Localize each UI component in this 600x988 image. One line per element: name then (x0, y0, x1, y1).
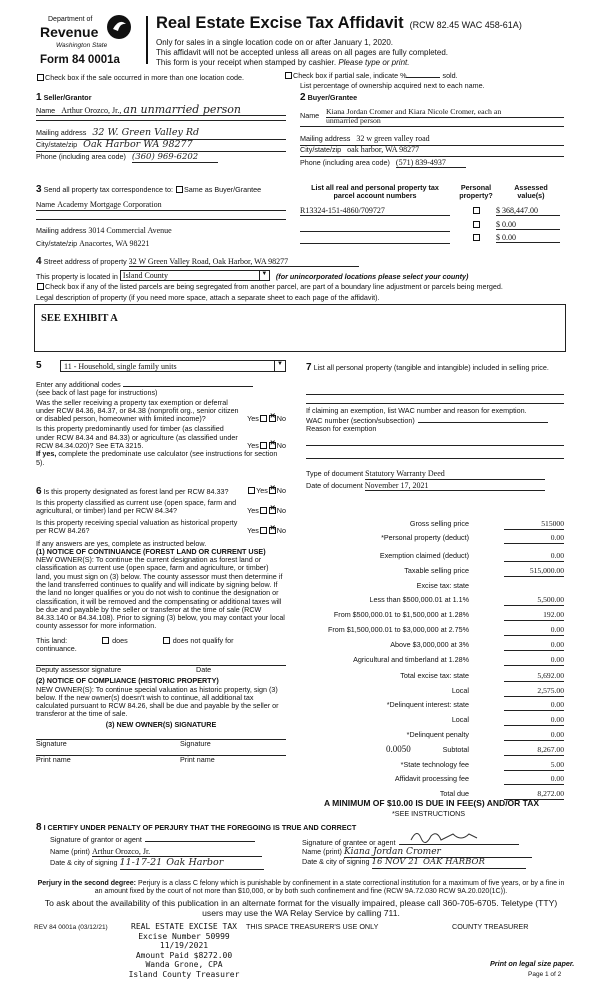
buyer-city-field[interactable] (300, 145, 564, 157)
page-number: Page 1 of 2 (528, 971, 562, 978)
grantor-city-value: Oak Harbor (166, 857, 224, 868)
correspondence-label: Send all property tax correspondence to: (43, 185, 174, 194)
alternate-format-note: To ask about the availability of this publication in an alternate format for the visually impaired, please call 360-705-6705. Teletype (TTY) users may use the WA Relay Service by calling 711. (44, 898, 558, 918)
timber-question (36, 425, 286, 450)
calc-row-label: *Personal property (deduct) (381, 533, 469, 542)
segregated-check[interactable] (36, 283, 503, 291)
calc-row-label: *Delinquent penalty (406, 730, 469, 739)
certify-heading (36, 822, 356, 834)
current-use-yes-checkbox[interactable] (260, 507, 267, 514)
additional-codes-label: Enter any additional codes (36, 380, 121, 389)
seller-heading-label: Seller/Grantor (43, 93, 92, 102)
legal-desc-box[interactable] (34, 304, 566, 352)
same-as-buyer-checkbox[interactable] (176, 186, 183, 193)
treasurer-use-label: THIS SPACE TREASURER'S USE ONLY (246, 922, 379, 931)
calc-row-label: *Delinquent interest: state (386, 700, 469, 709)
grantor-date-row[interactable] (50, 858, 300, 870)
grantee-date-row[interactable] (302, 858, 564, 870)
grantee-sig-row[interactable] (302, 836, 564, 847)
buyer-city-value: oak harbor, WA 98277 (347, 145, 420, 154)
deputy-signature-line[interactable] (36, 665, 286, 675)
logo-dept: Department of (48, 16, 93, 23)
yes-label: Yes (247, 440, 259, 450)
calc-row-label: *State technology fee (400, 760, 469, 769)
subtitle-line2: This affidavit will not be accepted unless all areas on all pages are fully completed. (156, 48, 449, 57)
wac-label: WAC number (section/subsection) (306, 415, 415, 425)
seller-city-field[interactable] (36, 140, 286, 152)
exemption-question-text: Was the seller receiving a property tax exemption or deferral under RCW 84.36, 84.37, or 84.38 (nonprofit org., senior citizen or disabled person, homeowner with limited income)? (36, 397, 239, 424)
calc-row-label: Total due (439, 789, 469, 798)
parcel-row-1-personal-checkbox[interactable] (473, 207, 480, 214)
correspondence-section (36, 184, 288, 248)
historic-yes-no (247, 527, 286, 535)
seller-name-handwritten: an unmarried person (123, 103, 241, 116)
calc-row-value[interactable]: 0.00 (504, 534, 564, 544)
county-row (36, 270, 468, 281)
grantor-name-label: Name (print) (50, 847, 90, 856)
form-rcw: (RCW 82.45 WAC 458-61A) (409, 20, 522, 30)
section-4-number: 4 (36, 256, 42, 267)
calc-row (306, 672, 564, 683)
no-label: No (276, 505, 286, 515)
section-6 (36, 486, 286, 765)
corr-city-label: City/state/zip (36, 239, 78, 248)
local-rate (386, 744, 411, 754)
personal-property-heading (306, 362, 564, 374)
calc-row (306, 761, 564, 772)
calc-row (306, 552, 564, 563)
partial-sale-checkbox[interactable] (285, 72, 292, 79)
owner-signature-row[interactable] (36, 739, 286, 749)
doc-type-label: Type of document (306, 469, 364, 479)
see-instructions: *SEE INSTRUCTIONS (392, 809, 466, 818)
corr-mail-label: Mailing address (36, 226, 87, 235)
form-title-block (156, 14, 522, 33)
additional-codes-field[interactable] (123, 386, 253, 387)
buyer-name-label: Name (300, 111, 320, 120)
new-owner-sig-heading: (3) NEW OWNER(S) SIGNATURE (105, 719, 217, 729)
cashier-stamp (126, 922, 242, 979)
calc-row (306, 582, 564, 593)
calc-row-value[interactable]: 0.00 (504, 775, 564, 785)
local-rate-value: 0.0050 (386, 744, 411, 754)
current-use-question (36, 499, 286, 516)
historic-question (36, 519, 286, 536)
reason-line-1[interactable] (306, 445, 564, 446)
same-as-buyer-label: Same as Buyer/Grantee (184, 185, 262, 194)
deputy-label: Deputy assessor signature (36, 665, 122, 675)
located-label: This property is located in (36, 272, 118, 281)
exemption-note: If claiming an exemption, list WAC number and reason for exemption. (306, 405, 527, 415)
logo-revenue: Revenue (40, 24, 99, 40)
seller-phone-field[interactable] (36, 153, 286, 164)
parcel-row-2-personal-checkbox[interactable] (473, 221, 480, 228)
forest-yes-no (247, 487, 286, 495)
stamp-line-4: Amount Paid $8272.00 (135, 950, 233, 960)
forest-no-checkbox[interactable] (269, 487, 276, 494)
subtitle-type-print: Please type or print. (338, 58, 410, 67)
deputy-date-label: Date (196, 665, 212, 675)
personal-property-label: List all personal property (tangible and intangible) included in selling price. (313, 363, 549, 372)
section-3-number: 3 (36, 184, 42, 195)
swirl-logo-icon (106, 14, 132, 40)
grantor-name-value: Arthur Orozco, Jr. (92, 847, 262, 857)
exemption-yes-no (247, 415, 286, 423)
notice-continuance-text: NEW OWNER(S): To continue the current designation as forest land or classification as current use (open space, farm and agriculture, or timber) land, you must sign on (3) below. The county assessor must then determine if the land transferred continues to qualify and will indicate by signing below. If the land no longer qualifies or you do not wish to continue the designation or classification, it will be removed and the compensating or additional taxes will be due and payable by the seller or transferor at the time of sale (RCW 84.33.140 or 84.34.108). Prior to signing (3) below, you may contact your local county assessor for more information. (36, 555, 285, 631)
continuance-label: continuance. (36, 644, 77, 653)
historic-question-text: Is this property receiving special valuation as historical property per RCW 84.26? (36, 518, 238, 536)
stamp-line-2: Excise Number 50999 (138, 931, 230, 941)
parcel-row-3-personal-checkbox[interactable] (473, 234, 480, 241)
calc-row-label: Excise tax: state (416, 581, 469, 590)
header-divider (146, 16, 148, 64)
current-use-yes-no (247, 507, 286, 515)
calc-row (306, 567, 564, 578)
owner-printname-row[interactable] (36, 755, 286, 765)
buyer-phone-label: Phone (including area code) (300, 158, 390, 167)
forest-question (36, 486, 286, 498)
corr-line-2 (36, 219, 286, 220)
no-label: No (276, 440, 286, 450)
calc-row-value[interactable]: 192.00 (504, 611, 564, 621)
exemption-question (36, 399, 286, 424)
grantee-signature-block (302, 836, 564, 870)
calc-row-value[interactable]: 0.00 (504, 656, 564, 666)
parcel-row-2-acct[interactable] (300, 222, 450, 232)
wac-field[interactable] (418, 422, 548, 423)
stamp-line-3: 11/19/2021 (159, 941, 209, 950)
grantor-date-label: Date & city of signing (50, 858, 118, 867)
calc-row (306, 626, 564, 637)
seller-section (36, 92, 288, 162)
corr-city-value: Anacortes, WA 98221 (79, 239, 150, 248)
subtitle-receipt: This form is your receipt when stamped by cashier. (156, 58, 337, 67)
if-yes-bold: If yes, (36, 449, 57, 459)
calc-row-value[interactable]: 5.00 (504, 761, 564, 771)
county-select[interactable] (120, 270, 270, 281)
calc-row-value[interactable]: 8,267.00 (504, 746, 564, 756)
calc-row (306, 775, 564, 786)
chevron-down-icon[interactable]: ▼ (274, 361, 285, 371)
owner-print-label-2: Print name (180, 754, 215, 764)
current-use-question-text: Is this property classified as current use (open space, farm and agricultural, or timber) land per RCW 84.34? (36, 497, 237, 515)
buyer-name-field[interactable] (300, 108, 564, 124)
corr-name-label: Name (36, 200, 56, 209)
use-code-select[interactable] (60, 360, 286, 372)
seller-name-label: Name (36, 106, 56, 115)
section-8-number: 8 (36, 822, 42, 833)
no-label: No (276, 486, 286, 495)
section-5-number: 5 (36, 360, 42, 371)
calc-row (306, 716, 564, 727)
buyer-heading-label: Buyer/Grantee (307, 93, 358, 102)
this-land-label: This land: (36, 635, 68, 645)
does-label: does (112, 635, 128, 645)
exemption-yes-checkbox[interactable] (260, 415, 267, 422)
revision-label: REV 84 0001a (03/12/21) (34, 924, 108, 931)
dor-logo (40, 10, 140, 70)
grantor-sig-field[interactable] (145, 841, 255, 842)
street-address-field[interactable] (36, 256, 564, 268)
seller-name-typed: Arthur Orozco, Jr., (61, 106, 122, 115)
calc-row (306, 687, 564, 698)
personal-property-line-1[interactable] (306, 394, 564, 395)
section-6-number: 6 (36, 486, 42, 497)
calc-row-label: Agricultural and timberland at 1.28% (353, 655, 469, 664)
reason-line-2[interactable] (306, 458, 564, 459)
perjury-note (36, 880, 566, 896)
calc-row-value[interactable]: 515000 (504, 520, 564, 530)
form-number: Form 84 0001a (40, 54, 120, 66)
does-not-label: does not qualify for (172, 635, 234, 645)
owner-print-label-1: Print name (36, 754, 71, 764)
partial-sale-check[interactable] (284, 72, 458, 80)
calc-row (306, 641, 564, 652)
calc-row-value[interactable]: 0.00 (504, 641, 564, 651)
legal-size-note: Print on legal size paper. (490, 959, 575, 968)
grantor-sig-row[interactable] (50, 836, 300, 847)
reason-row[interactable] (306, 425, 564, 433)
seller-heading (36, 92, 288, 104)
parcel-row-1-acct[interactable]: R13324-151-4860/709727 (300, 206, 450, 216)
calc-row (306, 746, 564, 757)
reason-label: Reason for exemption (306, 424, 377, 434)
buyer-phone-field[interactable] (300, 158, 564, 169)
grantee-sig-field[interactable] (399, 836, 519, 845)
corr-mail-value: 3014 Commercial Avenue (88, 226, 172, 235)
form-title: Real Estate Excise Tax Affidavit (156, 14, 404, 32)
buyer-extra-line (300, 126, 564, 127)
grantee-city-value: OAK HARBOR (422, 857, 485, 867)
calc-row (306, 656, 564, 667)
certify-text: I CERTIFY UNDER PENALTY OF PERJURY THAT THE FOREGOING IS TRUE AND CORRECT (43, 823, 357, 832)
multi-location-checkbox[interactable] (37, 74, 44, 81)
subtitle-line1: Only for sales in a single location code on or after January 1, 2020. (156, 38, 394, 47)
segregated-label: Check box if any of the listed parcels are being segregated from another parcel, are part of a boundary line adjustment or parcels being merged. (45, 282, 503, 291)
corr-city-field[interactable] (36, 239, 286, 248)
historic-yes-checkbox[interactable] (260, 527, 267, 534)
buyer-name-typed: Kiana Jordan Cromer and Kiara Nicole Cromer, each an (326, 108, 564, 118)
no-label: No (276, 414, 286, 424)
doc-date-label: Date of document (306, 480, 363, 490)
timber-no-checkbox[interactable] (269, 442, 276, 449)
perjury-head: Perjury in the second degree: (37, 880, 137, 887)
yes-label: Yes (247, 414, 259, 424)
calc-row-value[interactable]: 5,692.00 (504, 672, 564, 682)
section-1-number: 1 (36, 92, 42, 103)
calc-row-label: Above $3,000,000 at 3% (390, 640, 469, 649)
owner-sig-label-2: Signature (180, 738, 211, 748)
partial-sale-label: Check box if partial sale, indicate % (293, 71, 407, 80)
grantor-date-value: 11-17-21 (119, 857, 163, 868)
calc-row-label: Gross selling price (409, 519, 469, 528)
stamp-line-1: REAL ESTATE EXCISE TAX (131, 922, 237, 931)
partial-pct-field[interactable] (406, 77, 440, 78)
chevron-down-icon[interactable]: ▼ (259, 271, 269, 280)
use-code-value: 11 - Household, single family units (64, 362, 177, 371)
calc-row-label: Local (451, 715, 469, 724)
uninc-note: (for unincorporated locations please select your county) (275, 272, 469, 281)
notice-continuance-heading: (1) NOTICE OF CONTINUANCE (FOREST LAND OR CURRENT USE) (36, 546, 266, 556)
parcel-row-3-value[interactable]: $ 0.00 (496, 233, 560, 243)
calc-row-label: Taxable selling price (404, 566, 469, 575)
forest-question-text: Is this property designated as forest land per RCW 84.33? (43, 487, 229, 496)
historic-no-checkbox[interactable] (269, 527, 276, 534)
section-7-number: 7 (306, 362, 312, 373)
buyer-name-typed-line2: unmarried person (326, 116, 381, 125)
corr-line (36, 210, 286, 211)
grantee-name-value: Kiana Jordan Cromer (344, 847, 532, 858)
yes-label: Yes (247, 505, 259, 515)
grantee-name-label: Name (print) (302, 847, 342, 856)
corr-name-value: Academy Mortgage Corporation (57, 200, 162, 209)
forest-yes-checkbox[interactable] (248, 487, 255, 494)
street-label: Street address of property (43, 257, 127, 266)
seller-city-label: City/state/zip (36, 140, 78, 149)
signature-scribble-icon (409, 828, 479, 844)
if-yes-note (36, 450, 286, 467)
section-5-body (36, 381, 286, 467)
calc-row-label: From $1,500,000.01 to $3,000,000 at 2.75% (327, 625, 469, 634)
corr-name-field[interactable] (36, 200, 286, 209)
buyer-mail-label: Mailing address (300, 134, 351, 143)
doc-type-row[interactable] (306, 469, 564, 479)
corr-mail-field[interactable] (36, 226, 286, 235)
if-any-note: If any answers are yes, complete as instructed below. (36, 538, 207, 548)
personal-property-line-2[interactable] (306, 403, 564, 404)
calc-row-value[interactable]: 8,272.00 (504, 790, 564, 800)
parcel-row-1-value[interactable]: $ 368,447.00 (496, 206, 560, 216)
calc-row-label: Total excise tax: state (400, 671, 469, 680)
calc-row-label: From $500,000.01 to $1,500,000 at 1.28% (333, 610, 469, 619)
yes-label: Yes (256, 486, 268, 495)
section-7 (306, 362, 564, 491)
grantee-date-label: Date & city of signing (302, 857, 370, 866)
seller-extra-line (36, 120, 286, 121)
timber-yes-no (247, 442, 286, 450)
street-value: 32 W Green Valley Road, Oak Harbor, WA 98277 (129, 257, 359, 267)
calc-row (306, 731, 564, 742)
section-2-number: 2 (300, 92, 306, 103)
timber-question-text: Is this property predominantly used for timber (as classified under RCW 84.34 and 84.33) or agriculture (as classified under RCW 84.34.020)? See ETA 3215. (36, 424, 238, 450)
if-yes-text: complete the predominate use calculator (see instructions for section 5). (36, 449, 278, 467)
calc-row-label: Less than $500,000.01 at 1.1% (369, 595, 469, 604)
doc-date-value: November 17, 2021 (365, 481, 545, 491)
notice-compliance-text: NEW OWNER(S): To continue special valuation as historic property, sign (3) below. If the new owner(s) doesn't wish to continue, all additional tax calculated pursuant to RCW 84.26, shall be due and payable by the seller or transferor at the time of sale. (36, 684, 279, 719)
segregated-checkbox[interactable] (37, 283, 44, 290)
stamp-line-5: Wanda Grone, CPA (145, 960, 223, 969)
grantor-signature-block (50, 836, 300, 870)
multi-location-label: Check box if the sale occurred in more than one location code. (45, 73, 244, 82)
subtitle-line3 (156, 58, 448, 68)
parcels-header-assessed: Assessed value(s) (514, 183, 548, 201)
legal-desc-label: Legal description of property (if you need more space, attach a separate sheet to each page of the affidavit). (36, 293, 380, 302)
minimum-due-note: A MINIMUM OF $10.00 IS DUE IN FEE(S) AND/OR TAX (324, 798, 540, 808)
county-treasurer-label: COUNTY TREASURER (452, 922, 529, 931)
calc-row-label: Subtotal (442, 745, 469, 754)
notice-compliance-heading: (2) NOTICE OF COMPLIANCE (HISTORIC PROPERTY) (36, 676, 219, 686)
exemption-no-checkbox[interactable] (269, 415, 276, 422)
calc-row-value[interactable]: 2,575.00 (504, 687, 564, 697)
legal-desc-value: SEE EXHIBIT A (41, 313, 118, 324)
calc-row-label: Affidavit processing fee (394, 774, 469, 783)
timber-yes-checkbox[interactable] (260, 442, 267, 449)
calc-row (306, 596, 564, 607)
calc-row-label: Exemption claimed (deduct) (379, 551, 469, 560)
calc-row (306, 701, 564, 712)
grantee-sig-label: Signature of grantee or agent (302, 838, 396, 847)
doc-date-row[interactable] (306, 481, 564, 491)
perjury-text: Perjury is a class C felony which is punishable by confinement in a state correctional institution for a maximum of five years, or by a fine in an amount fixed by the court of not more than $10,000, or by both such confinement and fine (RCW 9A.72.030 RCW 9A.20.020(1C)). (94, 880, 565, 896)
multi-location-check[interactable] (36, 74, 244, 82)
seller-phone-value: (360) 969-6202 (132, 152, 218, 163)
back-instructions: (see back of last page for instructions) (36, 388, 158, 398)
grantee-date-value: 16 NOV 21 (371, 857, 419, 867)
calc-row-value[interactable]: 0.00 (504, 716, 564, 726)
calc-row-value[interactable]: 0.00 (504, 701, 564, 711)
buyer-city-label: City/state/zip (300, 145, 342, 154)
calc-row-value[interactable]: 5,500.00 (504, 596, 564, 606)
calc-row-value[interactable]: 515,000.00 (504, 567, 564, 577)
form-subtitle (156, 38, 448, 68)
list-pct-note: List percentage of ownership acquired next to each name. (300, 81, 485, 90)
seller-phone-label: Phone (including area code) (36, 152, 126, 161)
no-label: No (276, 526, 286, 536)
calc-row-label: Local (451, 686, 469, 695)
seller-mail-value: 32 W. Green Valley Rd (92, 127, 200, 138)
buyer-heading (300, 92, 564, 104)
correspondence-heading (36, 184, 288, 196)
parcel-row-2-value[interactable]: $ 0.00 (496, 220, 560, 230)
current-use-no-checkbox[interactable] (269, 507, 276, 514)
buyer-phone-value: (571) 839-4937 (396, 158, 466, 168)
doc-type-value: Statutory Warranty Deed (365, 469, 545, 479)
grantor-sig-label: Signature of grantor or agent (50, 835, 142, 844)
sold-label: sold. (442, 71, 458, 80)
calc-row-value[interactable]: 0.00 (504, 552, 564, 562)
parcels-header-account: List all real and personal property tax parcel account numbers (311, 183, 439, 201)
parcel-row-3-acct[interactable] (300, 234, 450, 244)
logo-state: Washington State (56, 42, 108, 49)
buyer-mail-value: 32 w green valley road (356, 134, 430, 143)
stamp-line-6: Island County Treasurer (128, 969, 240, 979)
yes-label: Yes (247, 526, 259, 536)
qualifies-checkbox[interactable] (102, 637, 109, 644)
parcels-header-personal: Personal property? (459, 183, 493, 201)
calc-row-value[interactable]: 0.00 (504, 731, 564, 741)
owner-sig-label-1: Signature (36, 738, 67, 748)
county-value: Island County (122, 271, 169, 280)
seller-city-value: Oak Harbor WA 98277 (83, 139, 193, 150)
calc-row (306, 520, 564, 531)
not-qualifies-checkbox[interactable] (163, 637, 170, 644)
seller-mail-label: Mailing address (36, 128, 87, 137)
calc-row-value[interactable]: 0.00 (504, 626, 564, 636)
calc-row (306, 534, 564, 545)
buyer-section (300, 92, 564, 167)
seller-name-field[interactable] (36, 104, 286, 116)
calc-row (306, 611, 564, 622)
